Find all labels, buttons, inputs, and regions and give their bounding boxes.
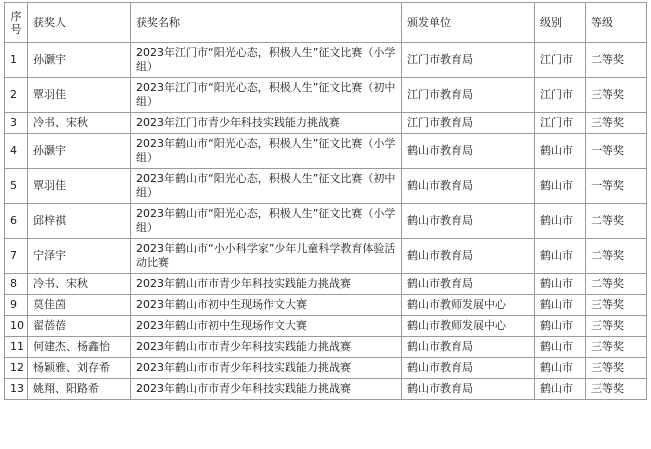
cell-grade: 三等奖	[586, 113, 647, 134]
table-row	[5, 134, 647, 169]
header-index: 序号	[5, 3, 28, 43]
cell-grade: 三等奖	[586, 78, 647, 113]
cell-winner: 冷书、宋秋	[28, 274, 131, 295]
cell-grade: 二等奖	[586, 204, 647, 239]
cell-index: 11	[5, 337, 28, 358]
cell-award-name: 2023年鹤山市市青少年科技实践能力挑战赛	[131, 274, 402, 295]
cell-winner: 覃羽佳	[28, 169, 131, 204]
cell-winner: 宁泽宇	[28, 239, 131, 274]
cell-award-name: 2023年江门市“阳光心态，积极人生”征文比赛（初中组）	[131, 78, 402, 113]
cell-level: 鹤山市	[535, 134, 586, 169]
cell-level: 鹤山市	[535, 295, 586, 316]
cell-index: 1	[5, 43, 28, 78]
cell-level: 江门市	[535, 43, 586, 78]
cell-grade: 三等奖	[586, 337, 647, 358]
cell-issuer: 鹤山市教育局	[402, 379, 535, 400]
cell-grade: 三等奖	[586, 358, 647, 379]
cell-grade: 二等奖	[586, 239, 647, 274]
cell-winner: 姚翔、阳路希	[28, 379, 131, 400]
cell-award-name: 2023年鹤山市市青少年科技实践能力挑战赛	[131, 358, 402, 379]
table-header-row	[5, 3, 647, 43]
cell-issuer: 鹤山市教师发展中心	[402, 295, 535, 316]
cell-award-name: 2023年鹤山市“阳光心态，积极人生”征文比赛（初中组）	[131, 169, 402, 204]
cell-award-name: 2023年鹤山市初中生现场作文大赛	[131, 295, 402, 316]
header-award-name: 获奖名称	[131, 3, 402, 43]
cell-level: 鹤山市	[535, 316, 586, 337]
cell-grade: 一等奖	[586, 169, 647, 204]
cell-winner: 邱梓祺	[28, 204, 131, 239]
table-row	[5, 295, 647, 316]
cell-award-name: 2023年鹤山市市青少年科技实践能力挑战赛	[131, 379, 402, 400]
cell-level: 江门市	[535, 78, 586, 113]
table-row	[5, 169, 647, 204]
cell-level: 鹤山市	[535, 274, 586, 295]
cell-issuer: 鹤山市教育局	[402, 274, 535, 295]
cell-index: 10	[5, 316, 28, 337]
cell-grade: 二等奖	[586, 43, 647, 78]
cell-issuer: 鹤山市教育局	[402, 134, 535, 169]
cell-level: 江门市	[535, 113, 586, 134]
cell-grade: 二等奖	[586, 274, 647, 295]
table-row	[5, 78, 647, 113]
cell-winner: 杨颖雅、刘存希	[28, 358, 131, 379]
cell-issuer: 鹤山市教师发展中心	[402, 316, 535, 337]
cell-grade: 三等奖	[586, 295, 647, 316]
cell-grade: 三等奖	[586, 316, 647, 337]
cell-award-name: 2023年鹤山市“阳光心态，积极人生”征文比赛（小学组）	[131, 204, 402, 239]
cell-winner: 冷书、宋秋	[28, 113, 131, 134]
cell-winner: 覃羽佳	[28, 78, 131, 113]
cell-level: 鹤山市	[535, 358, 586, 379]
cell-issuer: 鹤山市教育局	[402, 337, 535, 358]
header-winner: 获奖人	[28, 3, 131, 43]
table-row	[5, 239, 647, 274]
cell-issuer: 鹤山市教育局	[402, 169, 535, 204]
cell-award-name: 2023年鹤山市初中生现场作文大赛	[131, 316, 402, 337]
cell-winner: 翟蓓蓓	[28, 316, 131, 337]
cell-award-name: 2023年鹤山市“阳光心态，积极人生”征文比赛（小学组）	[131, 134, 402, 169]
cell-award-name: 2023年江门市“阳光心态，积极人生”征文比赛（小学组）	[131, 43, 402, 78]
cell-award-name: 2023年鹤山市“小小科学家”少年儿童科学教育体验活动比赛	[131, 239, 402, 274]
cell-grade: 三等奖	[586, 379, 647, 400]
cell-index: 9	[5, 295, 28, 316]
cell-index: 7	[5, 239, 28, 274]
cell-level: 鹤山市	[535, 204, 586, 239]
table-row	[5, 337, 647, 358]
cell-level: 鹤山市	[535, 337, 586, 358]
header-issuer: 颁发单位	[402, 3, 535, 43]
cell-winner: 孙灏宇	[28, 134, 131, 169]
table-row	[5, 204, 647, 239]
cell-index: 2	[5, 78, 28, 113]
cell-award-name: 2023年鹤山市市青少年科技实践能力挑战赛	[131, 337, 402, 358]
cell-winner: 孙灏宇	[28, 43, 131, 78]
cell-issuer: 江门市教育局	[402, 43, 535, 78]
award-table	[4, 2, 647, 400]
cell-level: 鹤山市	[535, 379, 586, 400]
cell-level: 鹤山市	[535, 169, 586, 204]
table-row	[5, 274, 647, 295]
cell-index: 13	[5, 379, 28, 400]
cell-winner: 何建杰、杨鑫怡	[28, 337, 131, 358]
table-row	[5, 316, 647, 337]
cell-index: 6	[5, 204, 28, 239]
table-row	[5, 358, 647, 379]
cell-issuer: 江门市教育局	[402, 113, 535, 134]
header-level: 级别	[535, 3, 586, 43]
cell-issuer: 江门市教育局	[402, 78, 535, 113]
cell-level: 鹤山市	[535, 239, 586, 274]
cell-issuer: 鹤山市教育局	[402, 204, 535, 239]
cell-index: 5	[5, 169, 28, 204]
cell-index: 8	[5, 274, 28, 295]
cell-index: 4	[5, 134, 28, 169]
table-row	[5, 379, 647, 400]
header-grade: 等级	[586, 3, 647, 43]
cell-issuer: 鹤山市教育局	[402, 358, 535, 379]
table-row	[5, 43, 647, 78]
cell-index: 3	[5, 113, 28, 134]
table-row	[5, 113, 647, 134]
cell-grade: 一等奖	[586, 134, 647, 169]
cell-winner: 莫佳茵	[28, 295, 131, 316]
cell-index: 12	[5, 358, 28, 379]
cell-award-name: 2023年江门市青少年科技实践能力挑战赛	[131, 113, 402, 134]
cell-issuer: 鹤山市教育局	[402, 239, 535, 274]
